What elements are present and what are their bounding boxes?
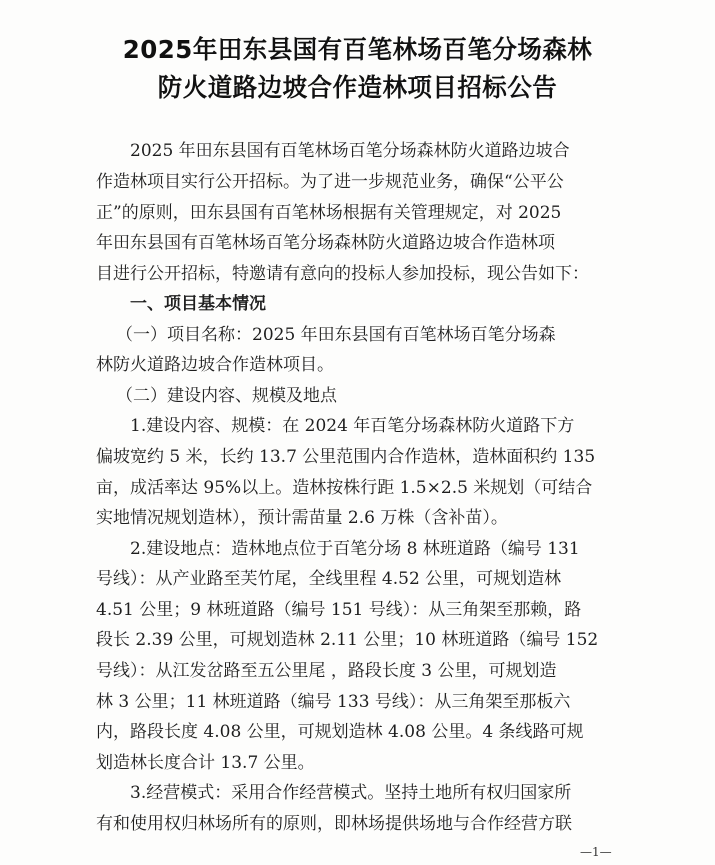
body-line-11: 偏坡宽约 5 米，长约 13.7 公里范围内合作造林，造林面积约 135	[96, 447, 596, 467]
body-line-19: 林 3 公里；11 林班道路（编号 133 号线）：从三角架至那板六	[96, 692, 571, 712]
body-line-18: 号线）：从江发岔路至五公里尾 ，路段长度 3 公里，可规划造	[96, 661, 557, 681]
body-line-20: 内，路段长度 4.08 公里，可规划造林 4.08 公里。4 条线路可规	[96, 722, 584, 742]
body-line-7: （一）项目名称：2025 年田东县国有百笔林场百笔分场森	[116, 325, 556, 345]
body-line-13: 实地情况规划造林），预计需苗量 2.6 万株（含补苗）。	[96, 508, 508, 528]
body-line-15: 号线）：从产业路至芙竹尾，全线里程 4.52 公里，可规划造林	[96, 569, 562, 589]
body-line-1: 2025 年田东县国有百笔林场百笔分场森林防火道路边坡合	[130, 141, 570, 161]
body-line-21: 划造林长度合计 13.7 公里。	[96, 753, 315, 773]
page-number: —1—	[580, 845, 612, 859]
body-line-5: 目进行公开招标，特邀请有意向的投标人参加投标，现公告如下：	[96, 264, 589, 284]
body-line-22: 3.经营模式：采用合作经营模式。坚持土地所有权归国家所	[130, 783, 572, 803]
section-heading-1: 一、项目基本情况	[130, 294, 266, 314]
document-title-line-2: 防火道路边坡合作造林项目招标公告	[157, 73, 558, 102]
body-line-4: 年田东县国有百笔林场百笔分场森林防火道路边坡合作造林项	[96, 233, 555, 253]
document-title-line-1: 2025年田东县国有百笔林场百笔分场森林	[122, 35, 593, 64]
body-line-3: 正”的原则，田东县国有百笔林场根据有关管理规定，对 2025	[96, 203, 562, 223]
body-line-10: 1.建设内容、规模：在 2024 年百笔分场森林防火道路下方	[130, 416, 575, 436]
body-line-23: 有和使用权归林场所有的原则，即林场提供场地与合作经营方联	[96, 814, 572, 834]
sub-heading-2: （二）建设内容、规模及地点	[116, 386, 337, 406]
body-line-16: 4.51 公里；9 林班道路（编号 151 号线）：从三角架至那赖，路	[96, 600, 582, 620]
body-line-14: 2.建设地点：造林地点位于百笔分场 8 林班道路（编号 131	[130, 539, 580, 559]
body-line-17: 段长 2.39 公里，可规划造林 2.11 公里；10 林班道路（编号 152	[96, 630, 599, 650]
body-line-8: 林防火道路边坡合作造林项目。	[96, 355, 334, 375]
body-line-2: 作造林项目实行公开招标。为了进一步规范业务，确保“公平公	[96, 172, 564, 192]
body-line-12: 亩，成活率达 95%以上。造林按株行距 1.5×2.5 米规划（可结合	[96, 478, 593, 498]
